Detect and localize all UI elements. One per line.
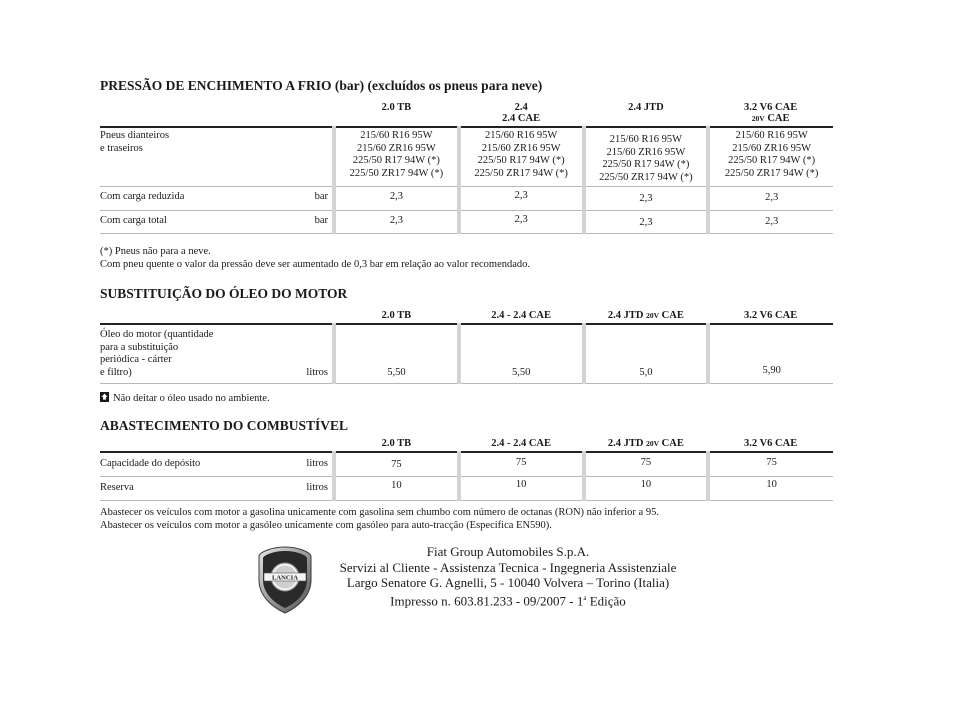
edition-superscript: a xyxy=(583,593,587,602)
tyre-label-line: Pneus dianteiros xyxy=(100,130,170,141)
tyre-size: 225/50 R17 94W (*) xyxy=(352,155,440,166)
publisher-name: Fiat Group Automobiles S.p.A. xyxy=(426,544,590,559)
pressure-note xyxy=(100,245,530,271)
oil-col-pre: 2.0 TB xyxy=(381,310,412,321)
pressure-col-header xyxy=(334,101,459,127)
print-reference-text: Impresso n. 603.81.233 - 09/2007 - 1 xyxy=(390,592,584,608)
fuel-col-pre: 2.4 JTD xyxy=(607,438,647,449)
oil-label-line: periódica - cárter xyxy=(100,354,172,365)
fuel-note-line: Abastecer os veículos com motor a gasolina unicamente com gasolina sem chumbo com número de octanas (RON) não inferior a 95. xyxy=(100,507,659,518)
oil-label-line: Óleo do motor (quantidade xyxy=(100,329,214,340)
tyre-size: 215/60 ZR16 95W xyxy=(732,142,811,154)
pressure-col-header xyxy=(708,101,833,127)
fuel-header-row xyxy=(100,437,833,452)
pressure-col-line2 xyxy=(710,113,831,124)
pressure-header-row xyxy=(100,101,833,127)
oil-col-sub: 20V xyxy=(646,311,660,320)
pressure-table xyxy=(100,101,833,234)
oil-section-title: SUBSTITUIÇÃO DO ÓLEO DO MOTOR xyxy=(100,286,348,301)
tyre-size-row xyxy=(100,127,833,187)
pressure-value: 2,3 xyxy=(584,210,709,234)
fuel-col-header xyxy=(459,437,584,452)
pressure-value: 2,3 xyxy=(334,210,459,234)
fuel-value: 75 xyxy=(584,452,709,476)
pressure-row-unit: bar xyxy=(234,210,334,234)
fuel-row-unit: litros xyxy=(234,476,334,501)
pressure-value: 2,3 xyxy=(459,187,584,211)
fuel-value: 75 xyxy=(459,452,584,476)
fuel-row xyxy=(100,452,833,476)
oil-unit: litros xyxy=(234,324,334,384)
oil-col-pre: 2.4 - 2.4 CAE xyxy=(491,310,552,321)
tyre-size: 225/50 ZR17 94W (*) xyxy=(599,171,693,183)
fuel-col-header xyxy=(334,437,459,452)
pressure-value: 2,3 xyxy=(459,210,584,234)
tyre-unit xyxy=(234,127,334,187)
tyre-size: 225/50 R17 94W (*) xyxy=(477,155,565,166)
tyre-size: 215/60 R16 95W xyxy=(360,130,433,141)
fuel-value: 75 xyxy=(708,452,833,476)
pressure-row-unit: bar xyxy=(234,187,334,211)
fuel-value: 75 xyxy=(334,452,459,476)
pressure-col-line1: 2.4 JTD xyxy=(628,102,664,113)
tyre-size: 215/60 ZR16 95W xyxy=(357,142,436,154)
pressure-col-line2: 2.4 CAE xyxy=(502,113,541,124)
tyre-size: 225/50 R17 94W (*) xyxy=(602,159,690,170)
fuel-header-blank xyxy=(100,437,334,452)
pressure-value: 2,3 xyxy=(334,187,459,211)
pressure-note-line: (*) Pneus não para a neve. xyxy=(100,246,211,257)
edition-text: Edição xyxy=(586,592,626,608)
tyre-size: 215/60 R16 95W xyxy=(484,130,558,141)
pressure-note-line: Com pneu quente o valor da pressão deve ser aumentado de 0,3 bar em relação ao valor recomendado. xyxy=(100,259,531,270)
tyre-size: 215/60 R16 95W xyxy=(609,134,683,145)
pressure-row xyxy=(100,210,833,234)
print-reference xyxy=(318,591,698,609)
tyre-size: 225/50 ZR17 94W (*) xyxy=(724,167,819,179)
oil-label-line: para a substituição xyxy=(100,341,179,353)
fuel-note-line: Abastecer os veículos com motor a gasóleo unicamente com gasóleo para auto-tracção (Especifica EN590). xyxy=(100,520,552,531)
tyre-size-cell xyxy=(708,127,833,187)
fuel-col-pre: 2.4 - 2.4 CAE xyxy=(491,438,552,449)
tyre-size: 225/50 ZR17 94W (*) xyxy=(474,167,568,179)
pressure-value: 2,3 xyxy=(708,187,833,211)
pressure-col-line1: 2.0 TB xyxy=(381,102,412,113)
fuel-row xyxy=(100,476,833,501)
fuel-col-post: CAE xyxy=(659,438,684,449)
oil-note xyxy=(100,392,270,405)
pressure-section-title: PRESSÃO DE ENCHIMENTO A FRIO (bar) (excluídos os pneus para neve) xyxy=(100,78,543,93)
oil-value: 5,90 xyxy=(708,324,833,384)
pressure-col-header xyxy=(584,101,709,127)
fuel-col-header xyxy=(584,437,709,452)
tyre-size: 215/60 R16 95W xyxy=(735,130,808,141)
fuel-row-label: Capacidade do depósito xyxy=(100,452,234,476)
oil-note-text: Não deitar o óleo usado no ambiente. xyxy=(113,393,270,404)
pressure-col-line1: 2.4 xyxy=(514,102,528,113)
fuel-col-pre: 3.2 V6 CAE xyxy=(744,438,798,449)
pressure-col-sub: 20V xyxy=(751,114,765,123)
tyre-size: 215/60 ZR16 95W xyxy=(481,142,561,154)
fuel-section-title: ABASTECIMENTO DO COMBUSTÍVEL xyxy=(100,418,349,433)
tyre-size-cell xyxy=(334,127,459,187)
publisher-address: Largo Senatore G. Agnelli, 5 - 10040 Volvera – Torino (Italia) xyxy=(346,575,670,590)
publisher-department: Servizi al Cliente - Assistenza Tecnica - Ingegneria Assistenziale xyxy=(339,559,677,575)
oil-col-header xyxy=(459,309,584,324)
pressure-row-label: Com carga total xyxy=(100,210,234,234)
fuel-table xyxy=(100,437,833,501)
fuel-value: 10 xyxy=(459,476,584,501)
fuel-value: 10 xyxy=(708,476,833,501)
pressure-row xyxy=(100,187,833,211)
fuel-value: 10 xyxy=(584,476,709,501)
pressure-col-rest: CAE xyxy=(764,113,790,124)
tyre-label xyxy=(100,127,234,187)
oil-col-header xyxy=(708,309,833,324)
oil-value: 5,50 xyxy=(459,324,584,384)
logo-text: LANCIA xyxy=(271,574,299,582)
fuel-col-sub: 20V xyxy=(646,439,660,448)
pressure-header-blank xyxy=(100,101,334,127)
oil-col-post: CAE xyxy=(659,310,684,321)
oil-col-pre: 3.2 V6 CAE xyxy=(744,310,798,321)
oil-value: 5,50 xyxy=(334,324,459,384)
tyre-size: 225/50 R17 94W (*) xyxy=(728,155,816,166)
oil-col-header xyxy=(334,309,459,324)
pressure-value: 2,3 xyxy=(584,187,709,211)
tyre-size: 225/50 ZR17 94W (*) xyxy=(349,167,444,179)
oil-row xyxy=(100,324,833,384)
fuel-row-label: Reserva xyxy=(100,476,234,501)
fuel-row-unit: litros xyxy=(234,452,334,476)
tyre-size-cell xyxy=(459,127,584,187)
oil-col-pre: 2.4 JTD xyxy=(607,310,647,321)
oil-header-blank xyxy=(100,309,334,324)
fuel-value: 10 xyxy=(334,476,459,501)
pressure-value: 2,3 xyxy=(708,210,833,234)
pressure-col-header xyxy=(459,101,584,127)
oil-header-row xyxy=(100,309,833,324)
oil-label xyxy=(100,324,234,384)
publisher-info xyxy=(318,544,698,608)
oil-col-header xyxy=(584,309,709,324)
oil-table xyxy=(100,309,833,384)
environment-warning-icon xyxy=(100,392,109,402)
tyre-label-line: e traseiros xyxy=(100,142,143,154)
oil-label-line: e filtro) xyxy=(100,366,132,378)
lancia-shield-logo xyxy=(258,546,312,614)
fuel-col-header xyxy=(708,437,833,452)
pressure-row-label: Com carga reduzida xyxy=(100,187,234,211)
tyre-size-cell xyxy=(584,127,709,187)
oil-value: 5,0 xyxy=(584,324,709,384)
pressure-col-line1: 3.2 V6 CAE xyxy=(744,102,798,113)
tyre-size: 215/60 ZR16 95W xyxy=(606,146,686,158)
fuel-col-pre: 2.0 TB xyxy=(381,438,412,449)
fuel-note xyxy=(100,506,659,532)
